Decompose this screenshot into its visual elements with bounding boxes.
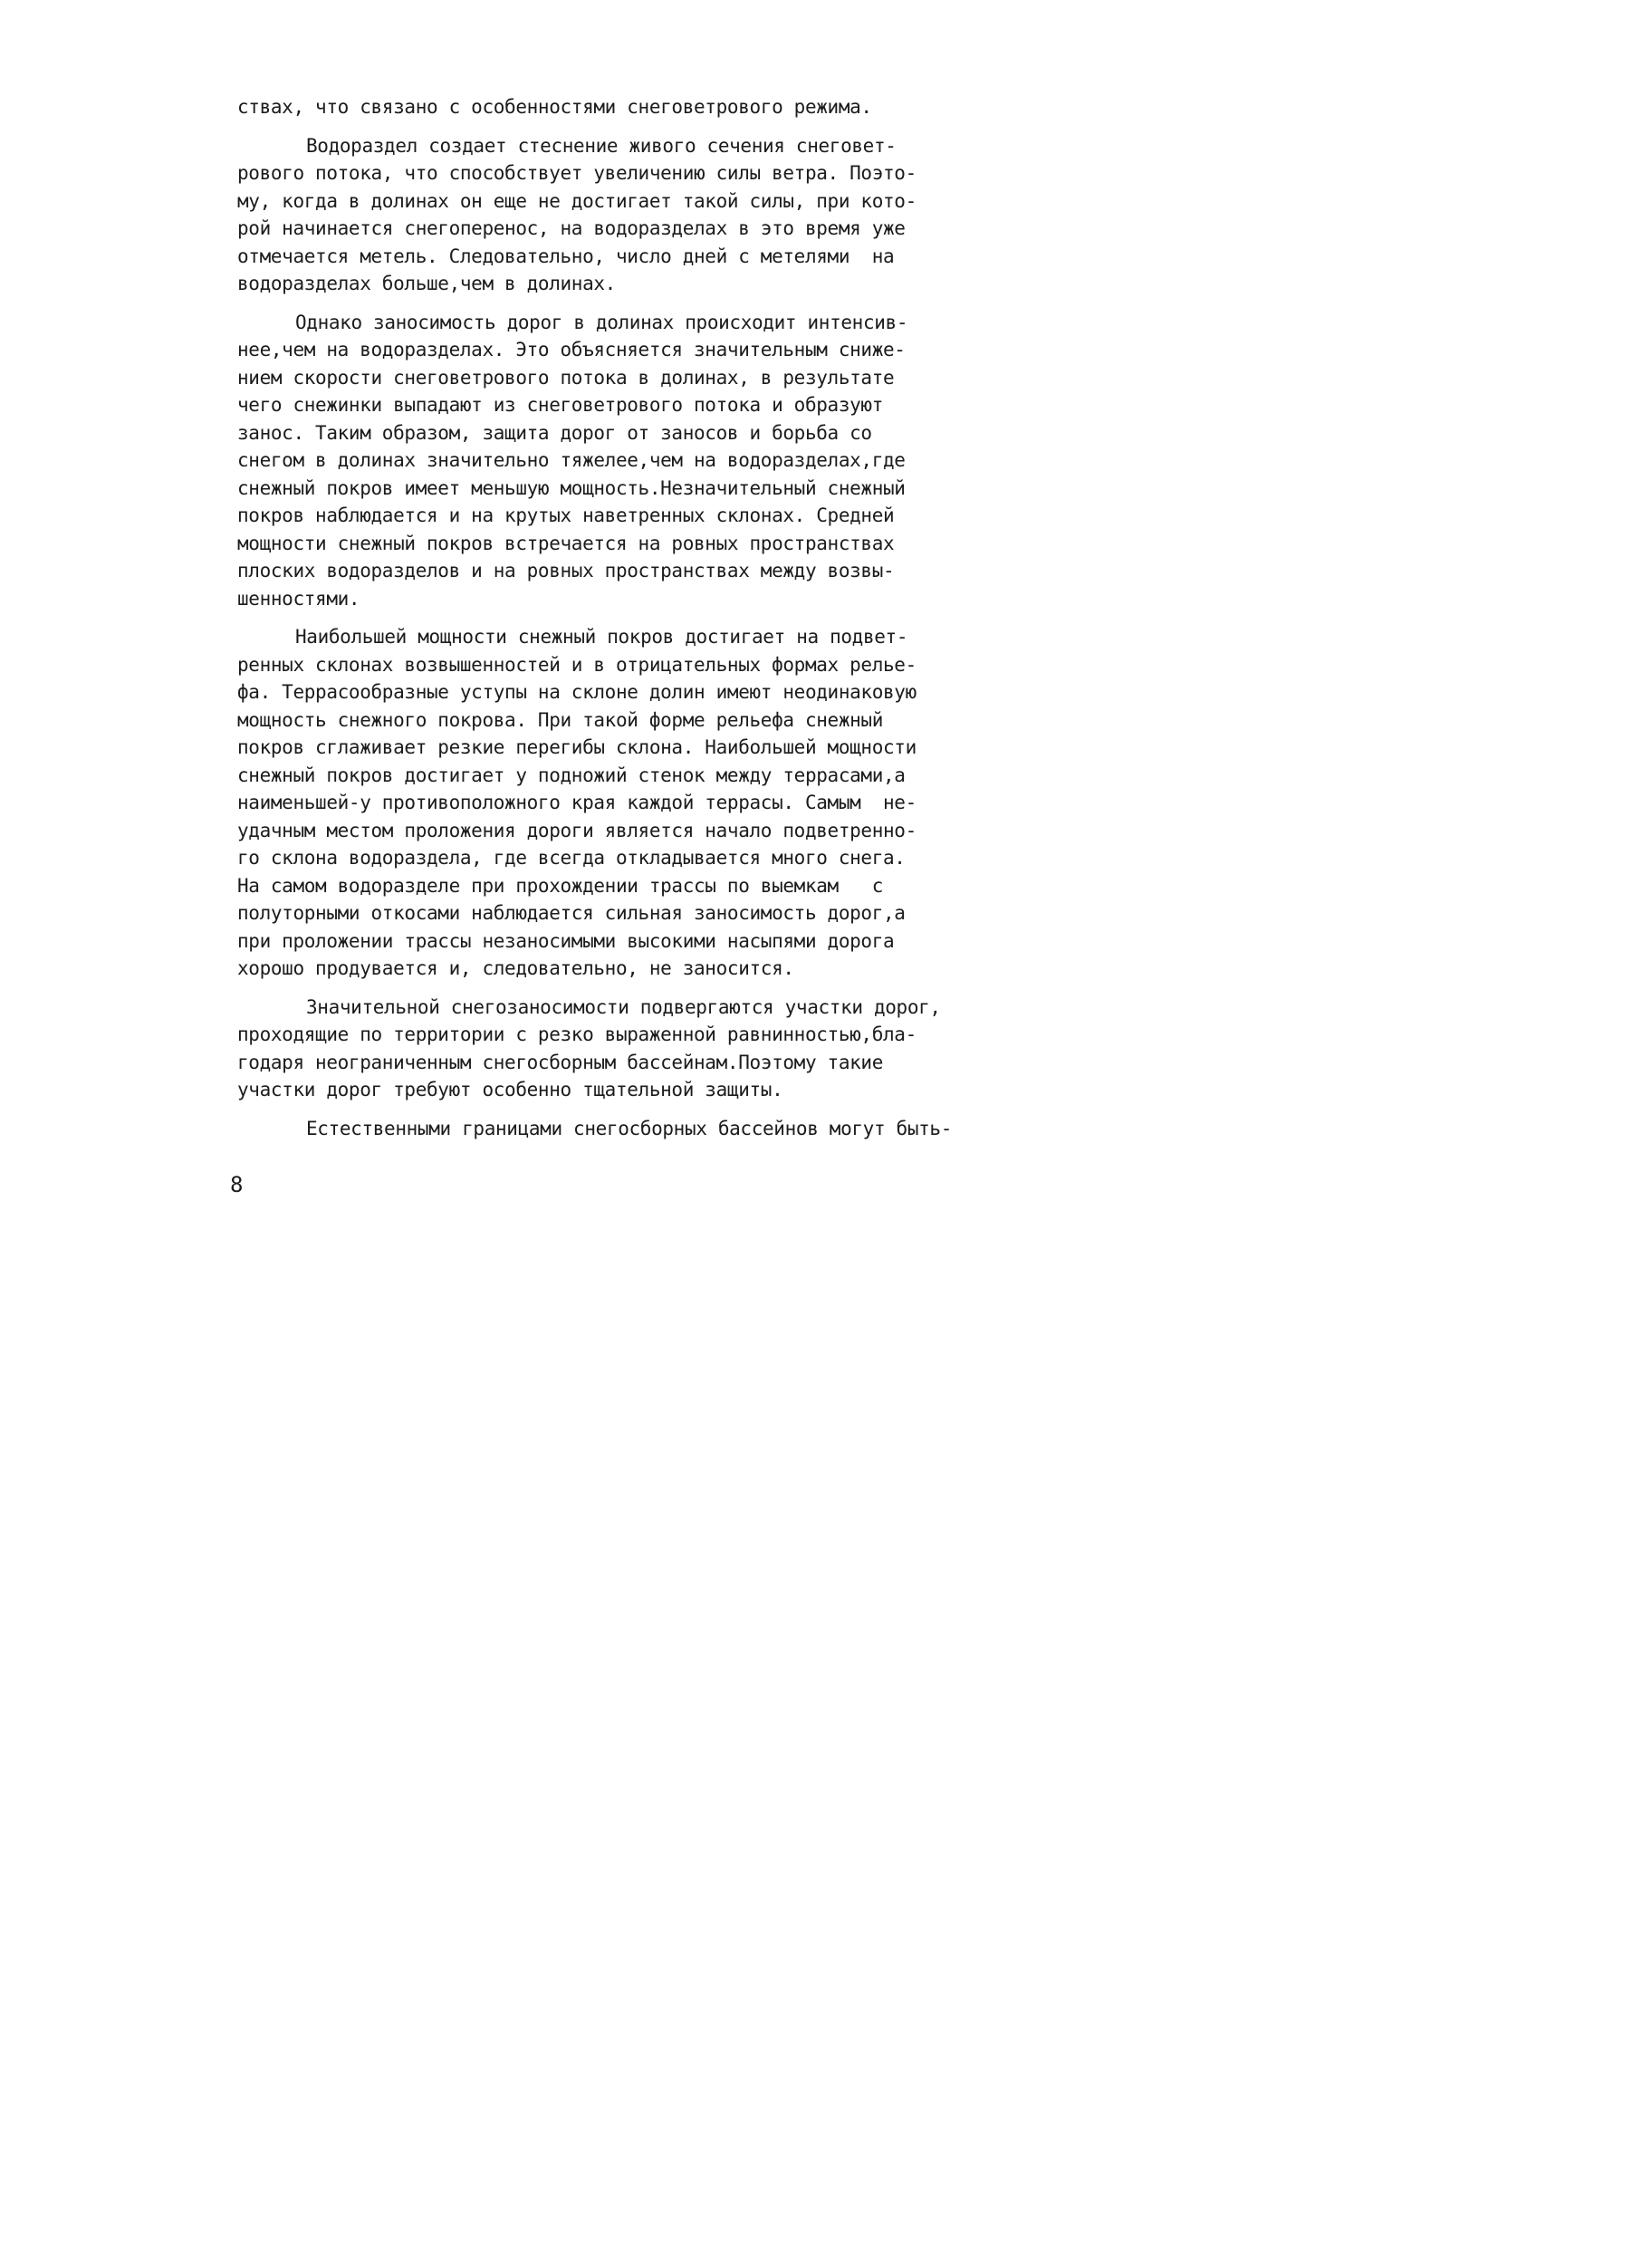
text-line: фа. Террасообразные уступы на склоне долин имеют неодинаковую (237, 681, 917, 703)
text-line: шенностями. (237, 587, 360, 610)
text-line: Значительной снегозаносимости подвергаются участки дорог, (306, 995, 941, 1018)
paragraph (237, 994, 962, 1104)
text-line: Водораздел создает стеснение живого сечения снеговет- (306, 134, 897, 157)
paragraph-gap (237, 983, 962, 994)
text-line: водоразделах больше,чем в долинах. (237, 273, 616, 294)
text-line: На самом водоразделе при прохождении трассы по выемкам с (237, 874, 883, 897)
body-text (237, 93, 962, 1142)
text-line: участки дорог требуют особенно тщательной защиты. (237, 1079, 783, 1100)
text-line: нием скорости снеговетрового потока в долинах, в результате (237, 366, 895, 389)
text-line: рой начинается снегоперенос, на водоразделах в это время уже (237, 217, 906, 239)
text-line: отмечается метель. Следовательно, число дней с метелями на (237, 245, 895, 267)
paragraph (237, 93, 962, 121)
text-line: го склона водораздела, где всегда откладывается много снега. (237, 847, 906, 869)
text-line: наименьшей-у противоположного края каждой террасы. Самым не- (237, 792, 917, 813)
paragraph-gap (237, 612, 962, 623)
text-line: хорошо продувается и, следовательно, не заносится. (237, 957, 794, 979)
text-line: му, когда в долинах он еще не достигает такой силы, при кото- (237, 189, 917, 212)
text-line: снежный покров достигает у подножий стенок между террасами,а (237, 764, 906, 786)
text-line: покров наблюдается и на крутых наветренных склонах. Средней (237, 505, 895, 526)
text-line: рового потока, что способствует увеличению силы ветра. Поэто- (237, 162, 917, 184)
text-line: Естественными границами снегосборных бассейнов могут быть- (306, 1117, 952, 1139)
paragraph (237, 1115, 962, 1143)
text-line: плоских водоразделов и на ровных пространствах между возвы- (237, 560, 895, 581)
text-line: проходящие по территории с резко выраженной равнинностью,бла- (237, 1023, 917, 1045)
text-line: нее,чем на водоразделах. Это объясняется значительным сниже- (237, 339, 906, 360)
text-line: мощности снежный покров встречается на ровных пространствах (237, 532, 895, 554)
text-line: Однако заносимость дорог в долинах происходит интенсив- (295, 311, 908, 333)
paragraph (237, 623, 962, 983)
text-line: годаря неограниченным снегосборным бассейнам.Поэтому такие (237, 1051, 883, 1073)
text-line: полуторными откосами наблюдается сильная заносимость дорог,а (237, 902, 906, 924)
text-line: Наибольшей мощности снежный покров достигает на подвет- (295, 626, 908, 648)
text-line: мощность снежного покрова. При такой форме рельефа снежный (237, 708, 883, 731)
text-line: при проложении трассы незаносимыми высокими насыпями дорога (237, 929, 895, 952)
text-line: удачным местом проложения дороги является начало подветренно- (237, 819, 917, 841)
paragraph-gap (237, 1104, 962, 1115)
text-line: чего снежинки выпадают из снеговетрового потока и образуют (237, 394, 883, 416)
paragraph (237, 132, 962, 298)
text-line: покров сглаживает резкие перегибы склона. Наибольшей мощности (237, 736, 917, 758)
paragraph (237, 309, 962, 613)
page-number: 8 (230, 1172, 244, 1197)
paragraph-gap (237, 298, 962, 309)
text-line: ренных склонах возвышенностей и в отрицательных формах релье- (237, 653, 917, 676)
text-line: снегом в долинах значительно тяжелее,чем на водоразделах,где (237, 449, 906, 471)
text-line: занос. Таким образом, защита дорог от заносов и борьба со (237, 421, 872, 444)
document-page (0, 0, 1036, 1420)
text-line: снежный покров имеет меньшую мощность.Незначительный снежный (237, 476, 906, 499)
text-line: ствах, что связано с особенностями снеговетрового режима. (237, 96, 872, 118)
paragraph-gap (237, 121, 962, 132)
